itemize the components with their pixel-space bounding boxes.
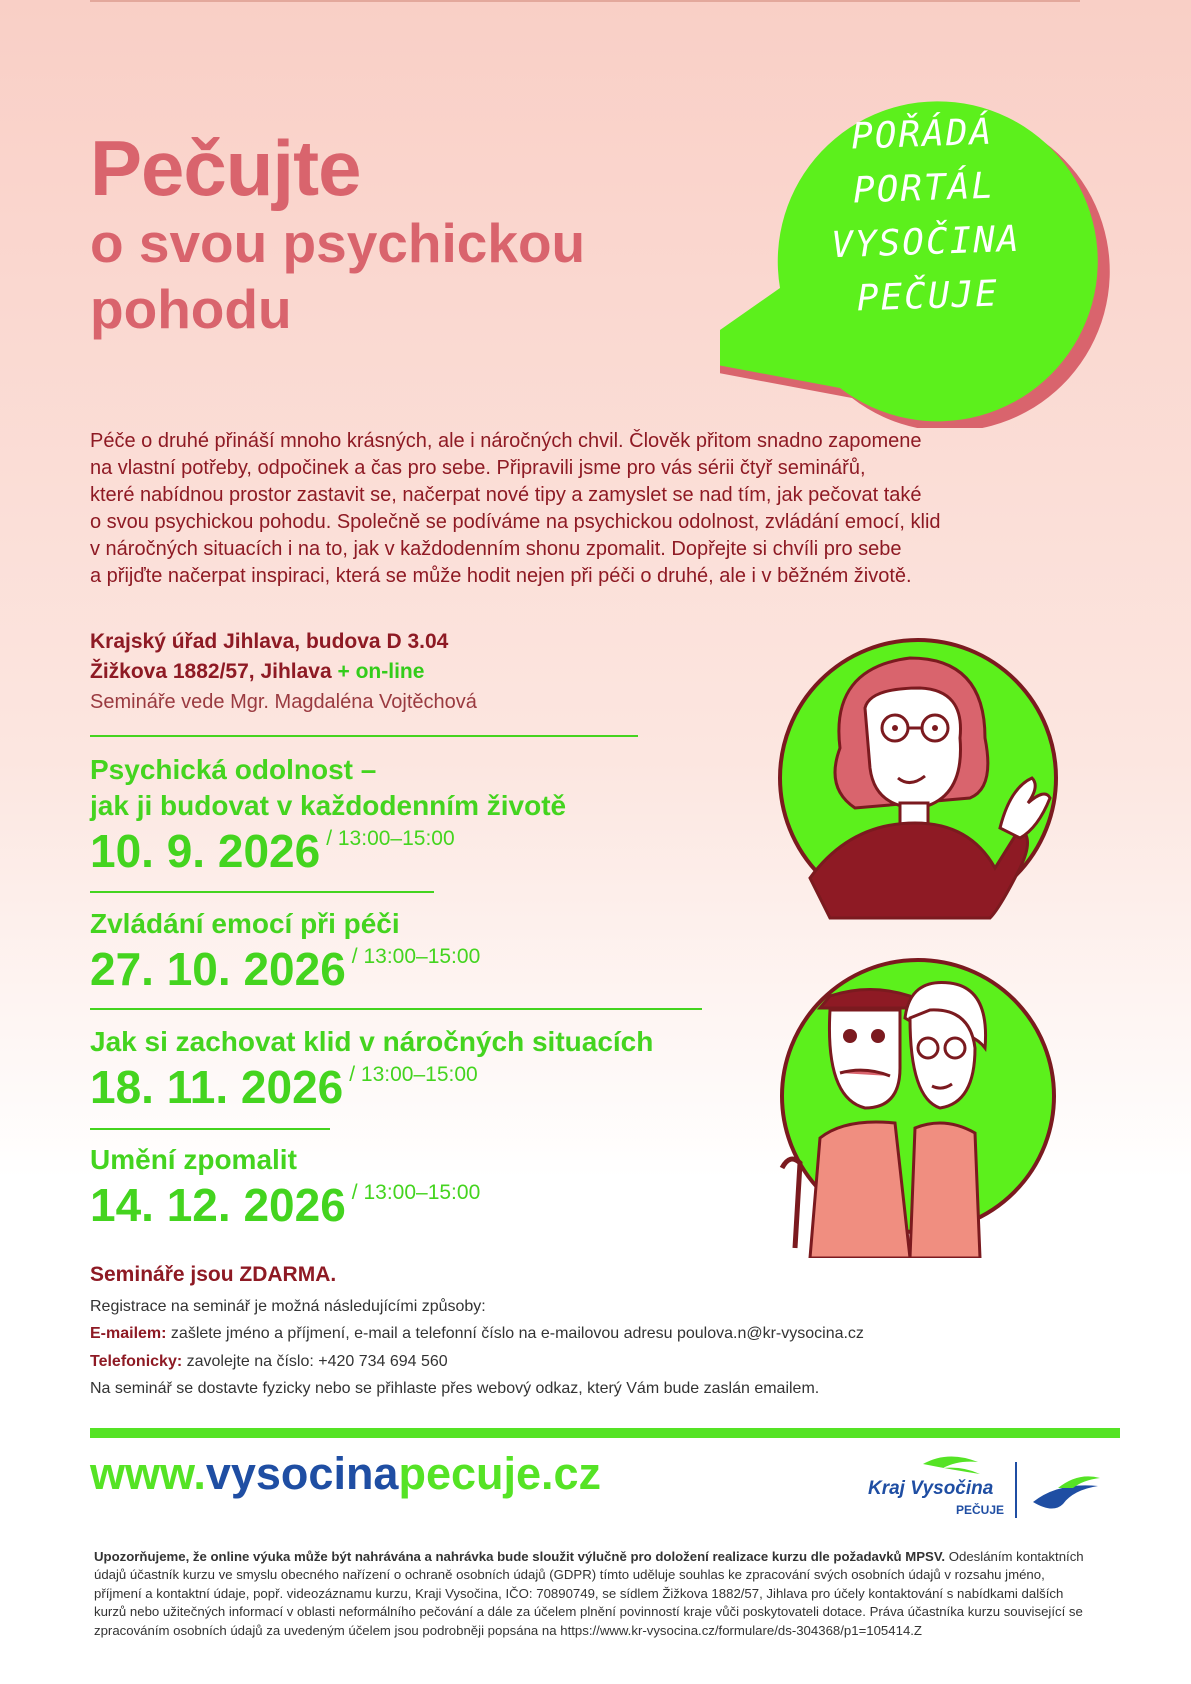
venue-building: Krajský úřad Jihlava, budova D 3.04: [90, 630, 449, 653]
title-line-3: pohodu: [90, 278, 292, 340]
lector-name: Semináře vede Mgr. Magdaléna Vojtěchová: [90, 691, 477, 713]
divider: [90, 1008, 702, 1010]
seminar-4-time: / 13:00–15:00: [351, 1181, 481, 1204]
divider: [90, 891, 434, 893]
seminar-2-time: / 13:00–15:00: [351, 945, 481, 968]
registration-intro: Registrace na seminář je možná následujícími způsoby:: [90, 1298, 486, 1315]
intro-paragraph: Péče o druhé přináší mnoho krásných, ale i náročných chvil. Člověk přitom snadno zapomene na vlastní potřeby, odpočinek a čas pro sebe. Připravili jsme pro vás sérii čtyř seminářů, které nabídnou prostor zastavit se, načerpat nové tipy a zamyslet se nad tím, jak pečovat také o svou psychickou pohodu. Společně se podíváme na psychickou odolnost, zvládání emocí, klid v náročných situacích i na to, jak v každodenním shonu zpomalit. Dopřejte si chvíli pro sebe a přijďte načerpat inspiraci, která se může hodit nejen při péči o druhé, ale i v běžném životě.: [90, 430, 941, 587]
seminar-4-date: 14. 12. 2026 $^{/ 13:00-15:00}$: [90, 1179, 481, 1231]
seminar-3-time: / 13:00–15:00: [349, 1063, 478, 1086]
venue-address: Žižkova 1882/57, Jihlava: [90, 660, 332, 683]
free-notice: Semináře jsou ZDARMA.: [90, 1263, 337, 1286]
organizer-bubble-text: POŘÁDÁ PORTÁL VYSOČINA PEČUJE: [830, 111, 1022, 320]
website-link[interactable]: www.vysocinapecuje.cz: [90, 1448, 602, 1499]
seminar-1-date: 10. 9. 2026 $^{/ 13:00-15:00}$: [90, 825, 455, 877]
green-bar: [90, 1428, 1120, 1438]
seminar-3-title: Jak si zachovat klid v náročných situacích: [90, 1026, 654, 1057]
page-title: [90, 126, 585, 342]
attendance-note: Na seminář se dostavte fyzicky nebo se přihlaste přes webový odkaz, který Vám bude zaslán emailem.: [90, 1380, 820, 1397]
woman-illustration-icon: [770, 628, 1060, 948]
seminar-2-title: Zvládání emocí při péči: [90, 908, 400, 939]
seminar-2-date: 27. 10. 2026 $^{/ 13:00-15:00}$: [90, 943, 481, 995]
email-registration: E-mailem: zašlete jméno a příjmení, e-mail a telefonní číslo na e-mailovou adresu poulova.n@kr-vysocina.cz: [90, 1325, 864, 1342]
phone-registration: Telefonicky: zavolejte na číslo: +420 734 694 560: [90, 1353, 448, 1370]
divider: [90, 1128, 330, 1130]
online-badge: + on-line: [337, 660, 425, 683]
seminar-1-title: Psychická odolnost – jak ji budovat v každodenním životě: [90, 754, 567, 821]
title-line-2: o svou psychickou: [90, 212, 586, 274]
seminar-1-time: / 13:00–15:00: [326, 827, 455, 850]
logo-text: Kraj Vysočina: [868, 1478, 994, 1499]
logo-subtext: PEČUJE: [956, 1503, 1005, 1517]
venue-block: [90, 627, 477, 717]
elderly-couple-illustration-icon: [770, 948, 1060, 1258]
divider: [90, 735, 638, 737]
gdpr-disclaimer: Upozorňujeme, že online výuka může být nahrávána a nahrávka bude sloužit výlučně pro doložení realizace kurzu dle požadavků MPSV. Odesláním kontaktních údajů účastník kurzu ve smyslu obecného nařízení o ochraně osobních údajů (GDPR) tímto uděluje souhlas ke zpracování svých osobních údajů v rozsahu jméno, příjmení a kontaktní údaje, popř. videozáznamu kurzu, Kraji Vysočina, IČO: 70890749, se sídlem Žižkova 1882/57, Jihlava pro účely kontaktování s nabídkami dalších kurzů nebo užitečných informací v oblasti neformálního pečování a dále za účelem plnění povinností kraje vůči poskytovateli dotace. Práva účastníka kurzu související se zpracováním osobních údajů za uvedeným účelem jsou podrobněji popsána na https://www.kr-vysocina.cz/formulare/ds-304368/p1=105414.Z: [94, 1549, 1084, 1638]
kraj-vysocina-logo: [868, 1452, 1108, 1522]
top-divider: [90, 0, 1080, 2]
title-line-1: Pečujte: [90, 124, 361, 212]
seminar-4-title: Umění zpomalit: [90, 1144, 297, 1175]
seminar-3-date: 18. 11. 2026 $^{/ 13:00-15:00}$: [90, 1061, 478, 1113]
